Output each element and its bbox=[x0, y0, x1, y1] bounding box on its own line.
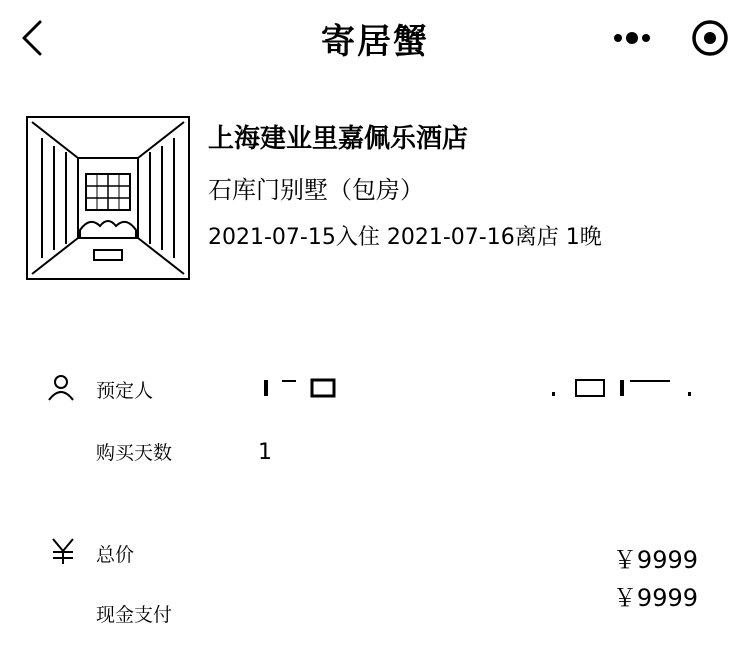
cash-label: 现金支付 bbox=[96, 604, 173, 626]
room-type: 石库门别墅（包房） bbox=[208, 176, 424, 204]
person-icon bbox=[46, 372, 76, 402]
target-circle-icon bbox=[690, 18, 730, 58]
hotel-name: 上海建业里嘉佩乐酒店 bbox=[208, 124, 469, 154]
total-label: 总价 bbox=[96, 544, 135, 566]
close-miniprogram-button[interactable] bbox=[690, 18, 730, 58]
booker-label: 预定人 bbox=[96, 380, 154, 402]
days-label: 购买天数 bbox=[96, 442, 173, 464]
yen-icon bbox=[48, 536, 78, 566]
page-title: 寄居蟹 bbox=[321, 22, 429, 62]
booker-phone-redacted bbox=[548, 378, 698, 398]
more-dots-icon bbox=[608, 24, 656, 52]
hotel-card[interactable] bbox=[26, 116, 726, 286]
days-value: 1 bbox=[258, 440, 272, 465]
total-price: ￥9999 bbox=[612, 546, 698, 574]
navbar bbox=[0, 0, 750, 80]
cash-price: ￥9999 bbox=[612, 584, 698, 612]
hotel-thumbnail bbox=[26, 116, 190, 280]
stay-dates: 2021-07-15入住 2021-07-16离店 1晚 bbox=[208, 225, 602, 250]
more-button[interactable] bbox=[608, 24, 656, 52]
booker-name-redacted bbox=[262, 378, 342, 398]
